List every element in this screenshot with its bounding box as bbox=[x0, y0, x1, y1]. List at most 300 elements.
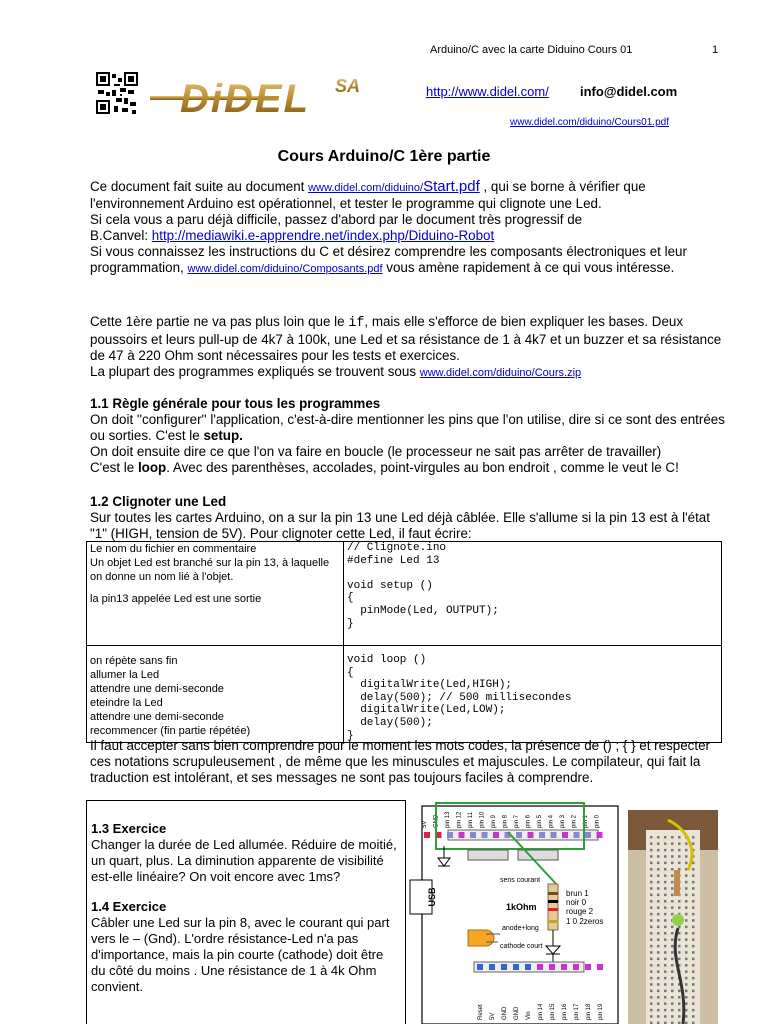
header-pin bbox=[585, 964, 591, 970]
breadboard-hole bbox=[657, 906, 660, 909]
breadboard-hole bbox=[692, 887, 695, 890]
exercise-1-3-text: Changer la durée de Led allumée. Réduire de moitié, un quart, plus. La diminution apparente de visibilité est-elle linéaire? On voit encore avec 1ms? bbox=[91, 837, 397, 884]
breadboard-hole bbox=[664, 919, 667, 922]
breadboard-hole bbox=[685, 983, 688, 986]
breadboard-hole bbox=[692, 906, 695, 909]
breadboard-hole bbox=[685, 849, 688, 852]
breadboard-hole bbox=[685, 887, 688, 890]
breadboard-hole bbox=[657, 983, 660, 986]
breadboard-hole bbox=[692, 932, 695, 935]
breadboard-hole bbox=[664, 868, 667, 871]
breadboard-hole bbox=[671, 983, 674, 986]
breadboard-hole bbox=[685, 1002, 688, 1005]
code-loop bbox=[344, 646, 722, 743]
breadboard-hole bbox=[657, 926, 660, 929]
breadboard-hole bbox=[671, 1009, 674, 1012]
breadboard-hole bbox=[664, 977, 667, 980]
breadboard-hole bbox=[664, 874, 667, 877]
header-pin bbox=[470, 832, 476, 838]
pin-label: pin 3 bbox=[560, 814, 566, 828]
breadboard-hole bbox=[650, 938, 653, 941]
breadboard-hole bbox=[657, 1009, 660, 1012]
breadboard-hole bbox=[685, 964, 688, 967]
breadboard-hole bbox=[650, 1002, 653, 1005]
pin-label: GND bbox=[433, 814, 440, 828]
pin-label: Vin bbox=[526, 1011, 532, 1020]
breadboard-hole bbox=[650, 874, 653, 877]
breadboard-hole bbox=[671, 906, 674, 909]
breadboard-hole bbox=[692, 913, 695, 916]
breadboard-hole bbox=[650, 990, 653, 993]
breadboard-hole bbox=[650, 926, 653, 929]
breadboard-hole bbox=[671, 951, 674, 954]
breadboard-hole bbox=[657, 862, 660, 865]
comment-line: on répète sans fin bbox=[90, 655, 178, 667]
header-pin bbox=[597, 832, 603, 838]
breadboard-hole bbox=[692, 894, 695, 897]
running-header bbox=[430, 44, 719, 56]
breadboard-hole bbox=[678, 900, 681, 903]
breadboard-hole bbox=[685, 855, 688, 858]
logo-suffix: SA bbox=[335, 76, 361, 96]
breadboard-hole bbox=[678, 996, 681, 999]
breadboard-hole bbox=[664, 887, 667, 890]
breadboard-hole bbox=[650, 1009, 653, 1012]
breadboard-hole bbox=[664, 932, 667, 935]
comment-line: attendre une demi-seconde bbox=[90, 683, 224, 695]
intro-text-3: Si cela vous a paru déjà difficile, passez d'abord par le document très progressif de bbox=[90, 212, 583, 227]
breadboard-hole bbox=[657, 932, 660, 935]
breadboard-hole bbox=[650, 894, 653, 897]
breadboard-hole bbox=[692, 900, 695, 903]
pin-label: pin 7 bbox=[514, 814, 520, 828]
pin-label: GND bbox=[502, 1006, 508, 1020]
header-pin bbox=[501, 964, 507, 970]
pin-label: pin 1 bbox=[583, 814, 589, 828]
breadboard-hole bbox=[657, 874, 660, 877]
breadboard-hole bbox=[664, 938, 667, 941]
code-setup bbox=[344, 542, 722, 646]
breadboard-hole bbox=[657, 842, 660, 845]
breadboard-hole bbox=[657, 945, 660, 948]
breadboard-hole bbox=[657, 849, 660, 852]
exercise-1-4-heading: 1.4 Exercice bbox=[91, 899, 167, 914]
breadboard-hole bbox=[692, 983, 695, 986]
breadboard-hole bbox=[650, 919, 653, 922]
section-1-1-text-2: On doit ensuite dire ce que l'on va faire en boucle (le processeur ne sait pas arrêter de travailler) bbox=[90, 444, 662, 459]
breadboard-hole bbox=[685, 894, 688, 897]
breadboard-hole bbox=[685, 1009, 688, 1012]
breadboard-hole bbox=[657, 894, 660, 897]
header-pin bbox=[574, 832, 580, 838]
breadboard-hole bbox=[664, 836, 667, 839]
header-pin bbox=[562, 832, 568, 838]
breadboard-hole bbox=[671, 1002, 674, 1005]
breadboard-hole bbox=[664, 849, 667, 852]
section-1-1-text-1: On doit ''configurer'' l'application, c'est-à-dire mentionner les pins que l'on utilise, dire si ce sont des entrées ou sorties. C'est le bbox=[90, 412, 725, 443]
comment-line bbox=[90, 584, 340, 592]
breadboard-hole bbox=[650, 842, 653, 845]
breadboard-hole bbox=[671, 996, 674, 999]
intro-text-2: , qui se borne à vérifier que l'environnement Arduino est opérationnel, et tester le programme qui clignote une Led. bbox=[90, 179, 646, 211]
breadboard-hole bbox=[664, 970, 667, 973]
breadboard-hole bbox=[678, 1009, 681, 1012]
comment-line: la pin13 appelée Led est une sortie bbox=[90, 593, 262, 605]
breadboard-hole bbox=[685, 919, 688, 922]
breadboard-hole bbox=[664, 842, 667, 845]
breadboard-hole bbox=[671, 964, 674, 967]
comments-loop bbox=[87, 646, 344, 743]
usb-label: USB bbox=[427, 887, 437, 907]
breadboard-hole bbox=[671, 945, 674, 948]
breadboard-hole bbox=[664, 1015, 667, 1018]
header-pin bbox=[561, 964, 567, 970]
anode-label: anode+long bbox=[502, 925, 539, 932]
pin-label: pin 4 bbox=[548, 814, 555, 828]
code-block-loop: void loop () { digitalWrite(Led,HIGH); delay(500); // 500 millisecondes digitalWrite(Led,LOW); delay(500); } bbox=[347, 654, 572, 742]
breadboard-hole bbox=[650, 868, 653, 871]
breadboard-hole bbox=[657, 996, 660, 999]
section-1-1-text-3: C'est le bbox=[90, 460, 138, 475]
breadboard-hole bbox=[692, 1002, 695, 1005]
breadboard-hole bbox=[657, 977, 660, 980]
color-code: rouge 2 bbox=[566, 907, 594, 916]
breadboard-hole bbox=[692, 977, 695, 980]
pin-label: pin 19 bbox=[598, 1003, 604, 1020]
intro-text-1: Ce document fait suite au document bbox=[90, 179, 309, 194]
breadboard-hole bbox=[657, 964, 660, 967]
breadboard-hole bbox=[671, 970, 674, 973]
breadboard-hole bbox=[685, 874, 688, 877]
comment-line: eteindre la Led bbox=[90, 697, 163, 709]
breadboard-hole bbox=[692, 951, 695, 954]
breadboard-hole bbox=[685, 842, 688, 845]
section-1-2 bbox=[90, 494, 730, 542]
breadboard-hole bbox=[671, 926, 674, 929]
header-pin bbox=[516, 832, 522, 838]
breadboard-hole bbox=[685, 938, 688, 941]
color-code: brun 1 bbox=[566, 889, 589, 898]
pin-label: pin 11 bbox=[468, 812, 474, 828]
section-1-1-heading: 1.1 Règle générale pour tous les programmes bbox=[90, 396, 381, 411]
header-pin bbox=[459, 832, 465, 838]
breadboard-hole bbox=[664, 996, 667, 999]
breadboard-hole bbox=[692, 868, 695, 871]
resistor bbox=[548, 884, 558, 930]
breadboard-hole bbox=[650, 1015, 653, 1018]
pin-label: pin 16 bbox=[562, 1003, 568, 1020]
pin-label: pin 17 bbox=[574, 1003, 580, 1020]
breadboard-hole bbox=[685, 862, 688, 865]
breadboard-hole bbox=[657, 970, 660, 973]
comment-line: allumer la Led bbox=[90, 669, 160, 681]
breadboard-hole bbox=[678, 836, 681, 839]
breadboard-hole bbox=[650, 913, 653, 916]
composants-link[interactable]: www.didel.com/diduino/Composants.pdf bbox=[187, 263, 383, 275]
breadboard-hole bbox=[692, 881, 695, 884]
header-pin bbox=[573, 964, 579, 970]
comment-line: Le nom du fichier en commentaire bbox=[90, 543, 257, 555]
start-link-base[interactable]: www.didel.com/diduino/ bbox=[308, 182, 424, 194]
breadboard-hole bbox=[692, 1009, 695, 1012]
header-pin bbox=[513, 964, 519, 970]
kohm-label: 1kOhm bbox=[506, 902, 537, 912]
mediawiki-link[interactable]: http://mediawiki.e-apprendre.net/index.php/Diduino-Robot bbox=[151, 228, 495, 243]
header-pin bbox=[551, 832, 557, 838]
breadboard-hole bbox=[657, 868, 660, 871]
breadboard-hole bbox=[685, 906, 688, 909]
breadboard-hole bbox=[671, 855, 674, 858]
header-pin bbox=[525, 964, 531, 970]
section-1-1 bbox=[90, 396, 730, 476]
breadboard-hole bbox=[671, 990, 674, 993]
qr-code-icon bbox=[96, 72, 138, 114]
breadboard-hole bbox=[664, 1002, 667, 1005]
breadboard-hole bbox=[650, 945, 653, 948]
header-pin bbox=[424, 832, 430, 838]
breadboard-hole bbox=[678, 906, 681, 909]
header-pin bbox=[539, 832, 545, 838]
intro-text-4: B.Canvel: bbox=[90, 228, 152, 243]
breadboard-hole bbox=[678, 958, 681, 961]
cours-zip-link[interactable]: www.didel.com/diduino/Cours.zip bbox=[419, 367, 582, 379]
breadboard-hole bbox=[692, 874, 695, 877]
breadboard-hole bbox=[692, 836, 695, 839]
pin-label: pin 14 bbox=[538, 1003, 544, 1020]
breadboard-hole bbox=[664, 964, 667, 967]
breadboard-hole bbox=[657, 900, 660, 903]
breadboard-hole bbox=[657, 938, 660, 941]
breadboard-hole bbox=[671, 836, 674, 839]
pin-label: pin 10 bbox=[479, 811, 486, 828]
breadboard-hole bbox=[650, 996, 653, 999]
breadboard-hole bbox=[664, 906, 667, 909]
comment-line: Un objet Led est branché sur la pin 13, à laquelle on donne un nom lié à l'objet. bbox=[90, 557, 330, 583]
breadboard-hole bbox=[650, 881, 653, 884]
breadboard-hole bbox=[685, 926, 688, 929]
breadboard-hole bbox=[671, 842, 674, 845]
breadboard-hole bbox=[671, 862, 674, 865]
wiring-diagram bbox=[408, 800, 620, 1024]
breadboard-hole bbox=[657, 951, 660, 954]
breadboard-hole bbox=[657, 1015, 660, 1018]
breadboard-photo bbox=[628, 810, 718, 1024]
section-1-2-heading: 1.2 Clignoter une Led bbox=[90, 494, 227, 509]
loop-keyword: loop bbox=[137, 460, 167, 475]
breadboard-hole bbox=[657, 887, 660, 890]
breadboard-hole bbox=[664, 983, 667, 986]
breadboard-hole bbox=[692, 996, 695, 999]
breadboard-hole bbox=[650, 855, 653, 858]
code-block-setup: // Clignote.ino #define Led 13 void setup () { pinMode(Led, OUTPUT); } bbox=[347, 542, 499, 630]
pin-label: pin 0 bbox=[594, 814, 601, 828]
breadboard-hole bbox=[685, 970, 688, 973]
header-pin bbox=[477, 964, 483, 970]
breadboard-hole bbox=[671, 881, 674, 884]
breadboard-hole bbox=[650, 836, 653, 839]
pin-label: pin 13 bbox=[445, 811, 451, 828]
pin-label: pin 8 bbox=[502, 814, 509, 828]
pin-label: 5V bbox=[422, 820, 428, 828]
header-pin bbox=[528, 832, 534, 838]
breadboard-hole bbox=[650, 900, 653, 903]
breadboard-hole bbox=[692, 1015, 695, 1018]
breadboard-hole bbox=[664, 862, 667, 865]
breadboard-hole bbox=[671, 932, 674, 935]
intro-text-6: vous amène rapidement à ce qui vous intéresse. bbox=[382, 260, 675, 275]
breadboard-hole bbox=[664, 990, 667, 993]
breadboard-hole bbox=[678, 938, 681, 941]
breadboard-hole bbox=[664, 958, 667, 961]
breadboard-hole bbox=[664, 855, 667, 858]
page-title: Cours Arduino/C 1ère partie bbox=[277, 148, 491, 165]
breadboard-hole bbox=[650, 862, 653, 865]
breadboard-hole bbox=[692, 945, 695, 948]
breadboard-hole bbox=[678, 1015, 681, 1018]
intro-text-5: Si vous connaissez les instructions du C et désirez comprendre les composants électroniques et leur programmation, bbox=[90, 244, 687, 275]
header-pin bbox=[585, 832, 591, 838]
breadboard-hole bbox=[657, 913, 660, 916]
part-paragraph bbox=[90, 314, 730, 381]
breadboard-hole bbox=[650, 970, 653, 973]
breadboard-hole bbox=[664, 881, 667, 884]
cathode-label: cathode court bbox=[500, 943, 543, 950]
breadboard-hole bbox=[685, 1015, 688, 1018]
breadboard-hole bbox=[671, 868, 674, 871]
inline-code-if: if bbox=[348, 316, 365, 331]
breadboard-hole bbox=[650, 983, 653, 986]
breadboard-hole bbox=[671, 977, 674, 980]
running-title: Arduino/C avec la carte Diduino Cours 01 bbox=[430, 44, 633, 56]
breadboard-hole bbox=[650, 906, 653, 909]
breadboard-hole bbox=[650, 932, 653, 935]
breadboard-hole bbox=[664, 900, 667, 903]
part-text-3: La plupart des programmes expliqués se trouvent sous bbox=[90, 364, 420, 379]
exercise-box bbox=[86, 800, 406, 1024]
breadboard-hole bbox=[685, 945, 688, 948]
header-pin bbox=[447, 832, 453, 838]
breadboard-hole bbox=[664, 894, 667, 897]
breadboard-hole bbox=[685, 932, 688, 935]
part-text-1: Cette 1ère partie ne va pas plus loin que le bbox=[90, 314, 349, 329]
comment-line: attendre une demi-seconde bbox=[90, 711, 224, 723]
breadboard-hole bbox=[657, 881, 660, 884]
led-icon bbox=[468, 930, 494, 946]
start-pdf-link[interactable]: Start.pdf bbox=[423, 178, 480, 195]
setup-keyword: setup. bbox=[203, 428, 243, 443]
breadboard-hole bbox=[664, 913, 667, 916]
breadboard-hole bbox=[664, 951, 667, 954]
after-code-paragraph: Il faut accepter sans bien comprendre pour le moment les mots codes, la présence de () ; { } et respecter ces notations scrupuleusement , de même que les minuscules et majuscules. Le compilateur, qui fait la traduction est intolérant, et ses messages ne sont pas toujours faciles à comprendre. bbox=[90, 738, 711, 785]
breadboard-hole bbox=[657, 990, 660, 993]
breadboard-hole bbox=[678, 951, 681, 954]
breadboard-hole bbox=[692, 970, 695, 973]
intro-paragraph bbox=[90, 179, 730, 277]
breadboard-hole bbox=[671, 1015, 674, 1018]
comments-setup bbox=[87, 542, 344, 646]
breadboard-hole bbox=[650, 887, 653, 890]
breadboard-hole bbox=[678, 855, 681, 858]
breadboard-hole bbox=[685, 881, 688, 884]
breadboard-hole bbox=[692, 842, 695, 845]
breadboard-hole bbox=[692, 938, 695, 941]
breadboard-hole bbox=[692, 990, 695, 993]
breadboard-hole bbox=[685, 900, 688, 903]
breadboard-hole bbox=[671, 913, 674, 916]
exercise-1-4-text: Câbler une Led sur la pin 8, avec le courant qui part vers le – (Gnd). L'ordre résistance-Led n'a pas d'importance, mais la pin courte (cathode) doit être du côté du moins . Une résistance de 1 à 4k Ohm convient. bbox=[91, 915, 390, 994]
pin-label: pin 2 bbox=[571, 814, 578, 828]
breadboard-hole bbox=[692, 926, 695, 929]
breadboard-hole bbox=[671, 874, 674, 877]
website-link[interactable]: http://www.didel.com/ bbox=[426, 84, 549, 99]
sens-courant-label: sens courant bbox=[500, 877, 541, 884]
breadboard-hole bbox=[692, 958, 695, 961]
header-pin bbox=[493, 832, 499, 838]
contact-email: info@didel.com bbox=[580, 84, 678, 99]
header-pin bbox=[489, 964, 495, 970]
pin-label: 5V bbox=[490, 1012, 496, 1020]
breadboard-hole bbox=[657, 919, 660, 922]
header-pin bbox=[482, 832, 488, 838]
breadboard-hole bbox=[671, 900, 674, 903]
breadboard-hole bbox=[671, 938, 674, 941]
breadboard-hole bbox=[685, 990, 688, 993]
breadboard-hole bbox=[685, 958, 688, 961]
breadboard-hole bbox=[650, 951, 653, 954]
breadboard-hole bbox=[692, 919, 695, 922]
logo-text: DiDEL bbox=[180, 77, 310, 116]
breadboard-hole bbox=[671, 849, 674, 852]
breadboard-hole bbox=[685, 996, 688, 999]
breadboard-hole bbox=[685, 913, 688, 916]
breadboard-hole bbox=[678, 1002, 681, 1005]
breadboard-hole bbox=[692, 964, 695, 967]
header-pin bbox=[549, 964, 555, 970]
page-number: 1 bbox=[712, 44, 719, 56]
breadboard-hole bbox=[664, 945, 667, 948]
pin-label: pin 15 bbox=[550, 1003, 556, 1020]
section-1-2-text: Sur toutes les cartes Arduino, on a sur la pin 13 une Led déjà câblée. Elle s'allume si la pin 13 est à l'état "1" (HIGH, tension de 5V). Pour clignoter cette Led, il faut écrire: bbox=[90, 510, 710, 541]
pin-label: pin 6 bbox=[525, 814, 532, 828]
pdf-link[interactable]: www.didel.com/diduino/Cours01.pdf bbox=[510, 117, 669, 128]
didel-logo bbox=[150, 72, 370, 116]
breadboard-hole bbox=[671, 958, 674, 961]
pin-label: pin 18 bbox=[586, 1003, 592, 1020]
pin-label: GND bbox=[514, 1006, 520, 1020]
pin-label: pin 5 bbox=[537, 814, 543, 828]
breadboard-hole bbox=[685, 977, 688, 980]
breadboard-hole bbox=[671, 887, 674, 890]
breadboard-hole bbox=[664, 926, 667, 929]
breadboard-hole bbox=[650, 977, 653, 980]
pin-label: pin 9 bbox=[491, 814, 497, 828]
breadboard-hole bbox=[678, 862, 681, 865]
section-1-1-text-4: . Avec des parenthèses, accolades, point-virgules au bon endroit , comme le veut le C! bbox=[166, 460, 679, 475]
header-pin bbox=[537, 964, 543, 970]
breadboard-hole bbox=[678, 990, 681, 993]
breadboard-hole bbox=[671, 894, 674, 897]
breadboard-hole bbox=[650, 964, 653, 967]
breadboard-hole bbox=[657, 836, 660, 839]
exercise-1-3-heading: 1.3 Exercice bbox=[91, 821, 167, 836]
breadboard-hole bbox=[678, 932, 681, 935]
code-table bbox=[86, 541, 722, 743]
breadboard-hole bbox=[664, 1009, 667, 1012]
breadboard-hole bbox=[678, 945, 681, 948]
header-pin bbox=[597, 964, 603, 970]
part-text-2: , mais elle s'efforce de bien expliquer les bases. Deux poussoirs et leurs pull-up de 4k7 à 100k, une Led et sa résistance de 1 à 4k7 et un buzzer et sa résistance de 47 à 220 Ohm sont nécessaires pour les tests et exercices. bbox=[90, 314, 722, 363]
color-code: 1 0 2zeros bbox=[566, 917, 604, 926]
